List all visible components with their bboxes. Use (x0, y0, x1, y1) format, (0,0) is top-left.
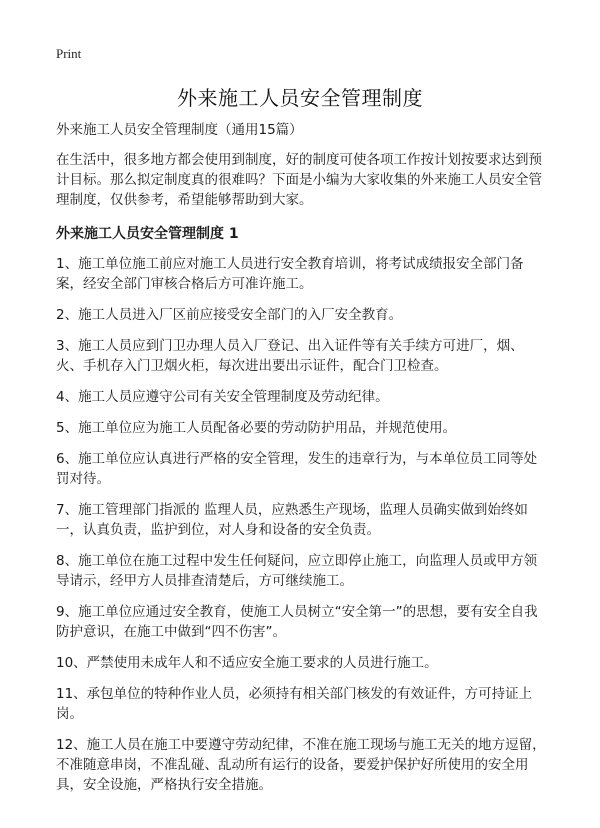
list-item: 4、施工人员应遵守公司有关安全管理制度及劳动纪律。 (56, 389, 389, 405)
list-item: 6、施工单位应认真进行严格的安全管理，发生的违章行为，与本单位员工同等处罚对待。 (56, 451, 538, 487)
list-item: 10、严禁使用未成年人和不适应安全施工要求的人员进行施工。 (56, 655, 438, 671)
list-item: 12、施工人员在施工中要遵守劳动纪律，不准在施工现场与施工无关的地方逗留，不准随意串岗，不准乱碰、乱动所有运行的设备，要爱护保护好所使用的安全用具，安全设施，严格执行安全措施。 (56, 737, 546, 793)
page-title: 外来施工人员安全管理制度 (177, 86, 423, 110)
list-item: 8、施工单位在施工过程中发生任何疑问，应立即停止施工，向监理人员或甲方领导请示，经甲方人员排查清楚后，方可继续施工。 (56, 553, 538, 589)
list-item: 11、承包单位的特种作业人员，必须持有相关部门核发的有效证件，方可持证上岗。 (56, 686, 533, 722)
list-item: 5、施工单位应为施工人员配备必要的劳动防护用品，并规范使用。 (56, 420, 457, 436)
print-link[interactable]: Print (56, 46, 82, 61)
list-item: 9、施工单位应通过安全教育，使施工人员树立“安全第一”的思想，要有安全自我防护意识，在施工中做到“四不伤害”。 (56, 604, 538, 640)
document-body (56, 120, 550, 806)
list-item: 1、施工单位施工前应对施工人员进行安全教育培训，将考试成绩报安全部门备案，经安全部门审核合格后方可准许施工。 (56, 256, 524, 292)
list-item: 2、施工人员进入厂区前应接受安全部门的入厂安全教育。 (56, 307, 403, 323)
intro-paragraph: 在生活中，很多地方都会使用到制度，好的制度可使各项工作按计划按要求达到预计目标。那么拟定制度真的很难吗？下面是小编为大家收集的外来施工人员安全管理制度，仅供参考，希望能够帮助到大家。 (56, 152, 542, 208)
list-item: 7、施工管理部门指派的 监理人员，应熟悉生产现场，监理人员确实做到始终如一，认真负责，监护到位，对人身和设备的安全负责。 (56, 502, 528, 538)
list-item: 3、施工人员应到门卫办理人员入厂登记、出入证件等有关手续方可进厂，烟、火、手机存入门卫烟火柜，每次进出要出示证件，配合门卫检查。 (56, 338, 524, 374)
section-heading: 外来施工人员安全管理制度 1 (56, 226, 239, 242)
document-subtitle: 外来施工人员安全管理制度（通用15篇） (56, 122, 303, 138)
